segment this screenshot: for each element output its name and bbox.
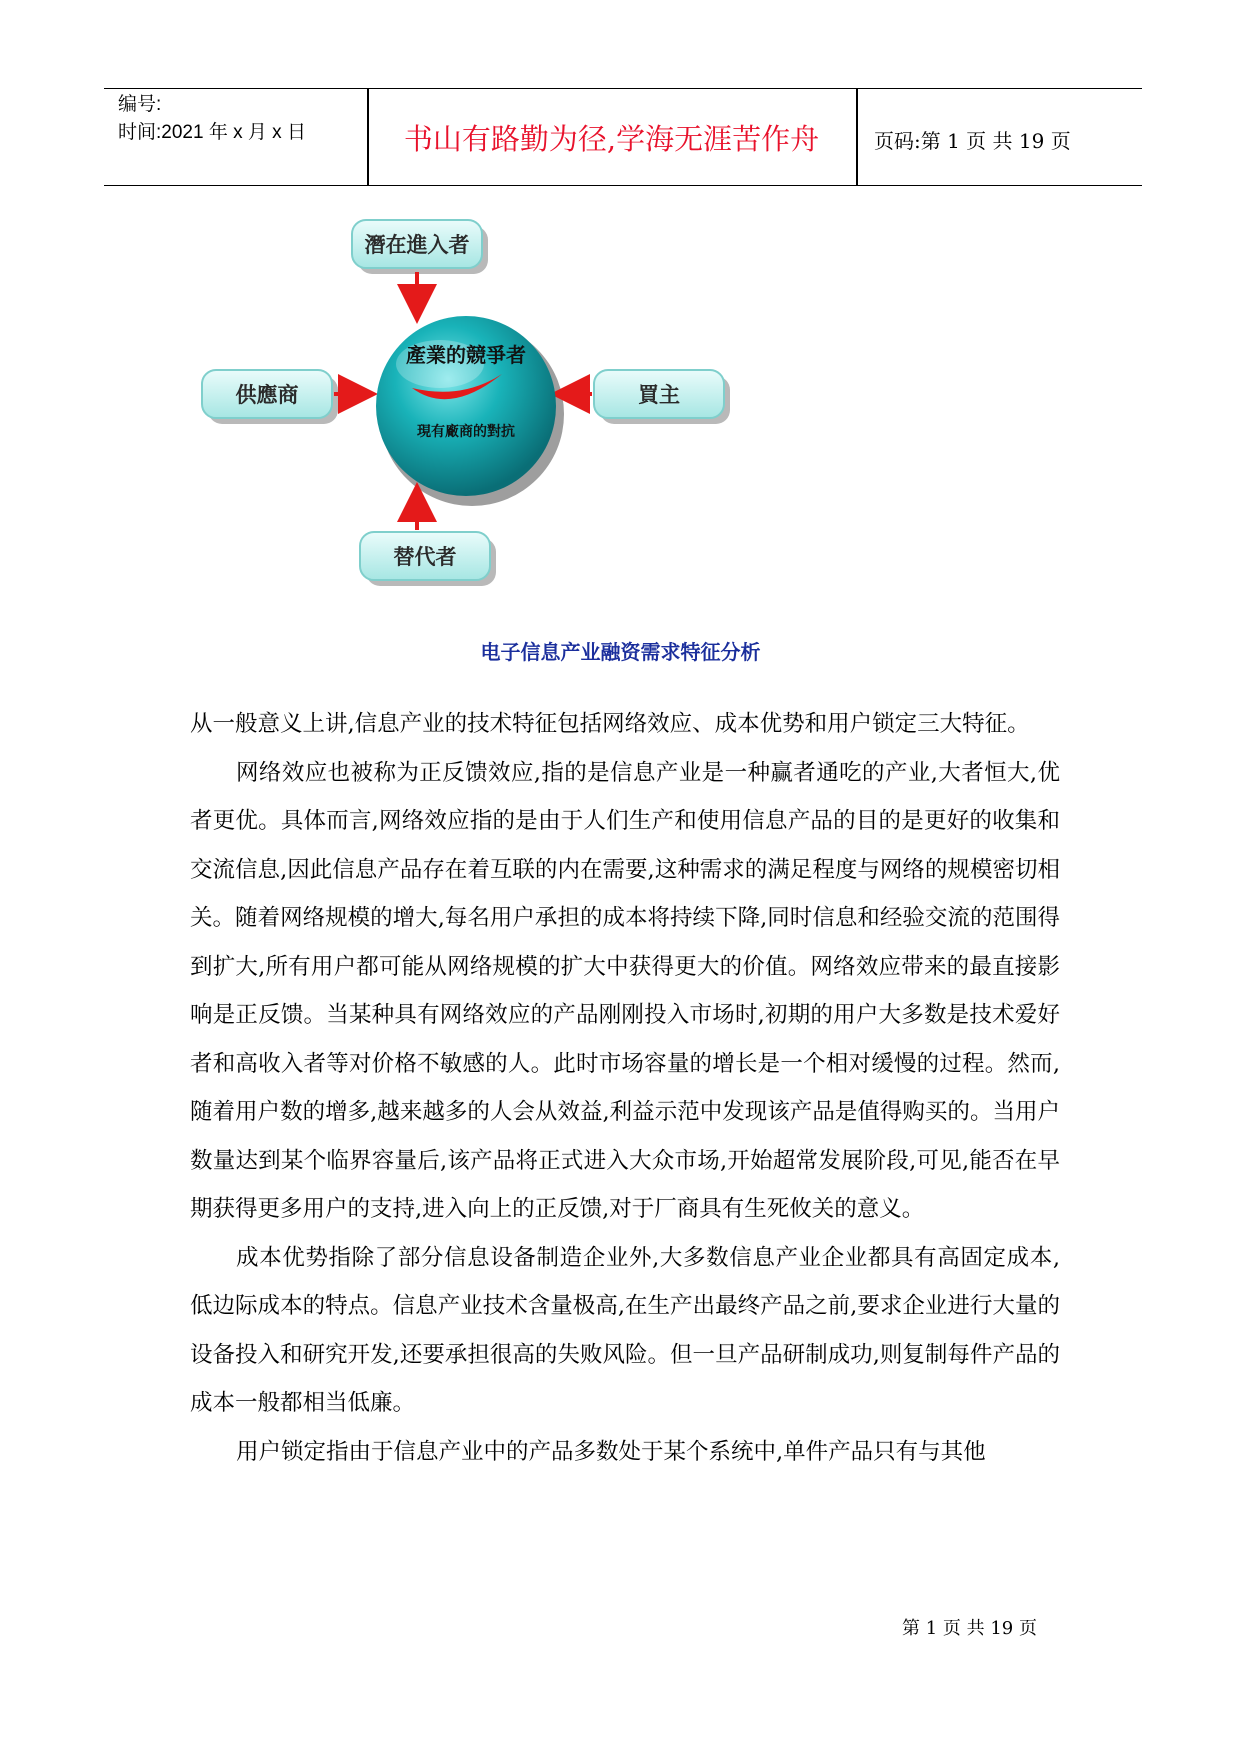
paragraph: 用户锁定指由于信息产业中的产品多数处于某个系统中,单件产品只有与其他: [236, 1438, 986, 1465]
page-footer: 第 1 页 共 19 页: [902, 1618, 1037, 1639]
section-title: 电子信息产业融资需求特征分析: [480, 640, 761, 664]
node-label: 買主: [638, 382, 680, 407]
body-text: [190, 700, 1060, 1476]
node-substitutes: [360, 532, 490, 580]
node-potential-entrants: [352, 220, 482, 268]
center-sphere: [376, 316, 556, 496]
node-label: 潛在進入者: [364, 232, 470, 257]
header-page-number: 页码:第 1 页 共 19 页: [874, 129, 1071, 153]
paragraph: 网络效应也被称为正反馈效应,指的是信息产业是一种赢者通吃的产业,大者恒大,优者更优。具体而言,网络效应指的是由于人们生产和使用信息产品的目的是更好的收集和交流信息,因此信息产品存在着互联的内在需要,这种需求的满足程度与网络的规模密切相关。随着网络规模的增大,每名用户承担的成本将持续下降,同时信息和经验交流的范围得到扩大,所有用户都可能从网络规模的扩大中获得更大的价值。网络效应带来的最直接影响是正反馈。当某种具有网络效应的产品刚刚投入市场时,初期的用户大多数是技术爱好者和高收入者等对价格不敏感的人。此时市场容量的增长是一个相对缓慢的过程。然而,随着用户数的增多,越来越多的人会从效益,利益示范中发现该产品是值得购买的。当用户数量达到某个临界容量后,该产品将正式进入大众市场,开始超常发展阶段,可见,能否在早期获得更多用户的支持,进入向上的正反馈,对于厂商具有生死攸关的意义。: [190, 759, 1060, 1222]
header-divider: [856, 89, 858, 185]
header-table: [104, 88, 1142, 186]
node-buyers: [594, 370, 724, 418]
center-title: 產業的競爭者: [406, 343, 526, 367]
center-subtitle: 現有廠商的對抗: [417, 424, 515, 440]
header-motto: 书山有路勤为径,学海无涯苦作舟: [403, 122, 820, 156]
number-label: 编号:: [118, 94, 162, 115]
paragraph: 成本优势指除了部分信息设备制造企业外,大多数信息产业企业都具有高固定成本,低边际成本的特点。信息产业技术含量极高,在生产出最终产品之前,要求企业进行大量的设备投入和研究开发,还要承担很高的失败风险。但一旦产品研制成功,则复制每件产品的成本一般都相当低廉。: [190, 1244, 1060, 1416]
time-label: 时间:2021 年 x 月 x 日: [118, 122, 306, 143]
node-suppliers: [202, 370, 332, 418]
header-meta: [118, 91, 306, 147]
competition-diagram: [200, 214, 740, 604]
paragraph: 从一般意义上讲,信息产业的技术特征包括网络效应、成本优势和用户锁定三大特征。: [190, 711, 1030, 737]
node-label: 供應商: [235, 382, 299, 407]
node-label: 替代者: [393, 544, 457, 569]
